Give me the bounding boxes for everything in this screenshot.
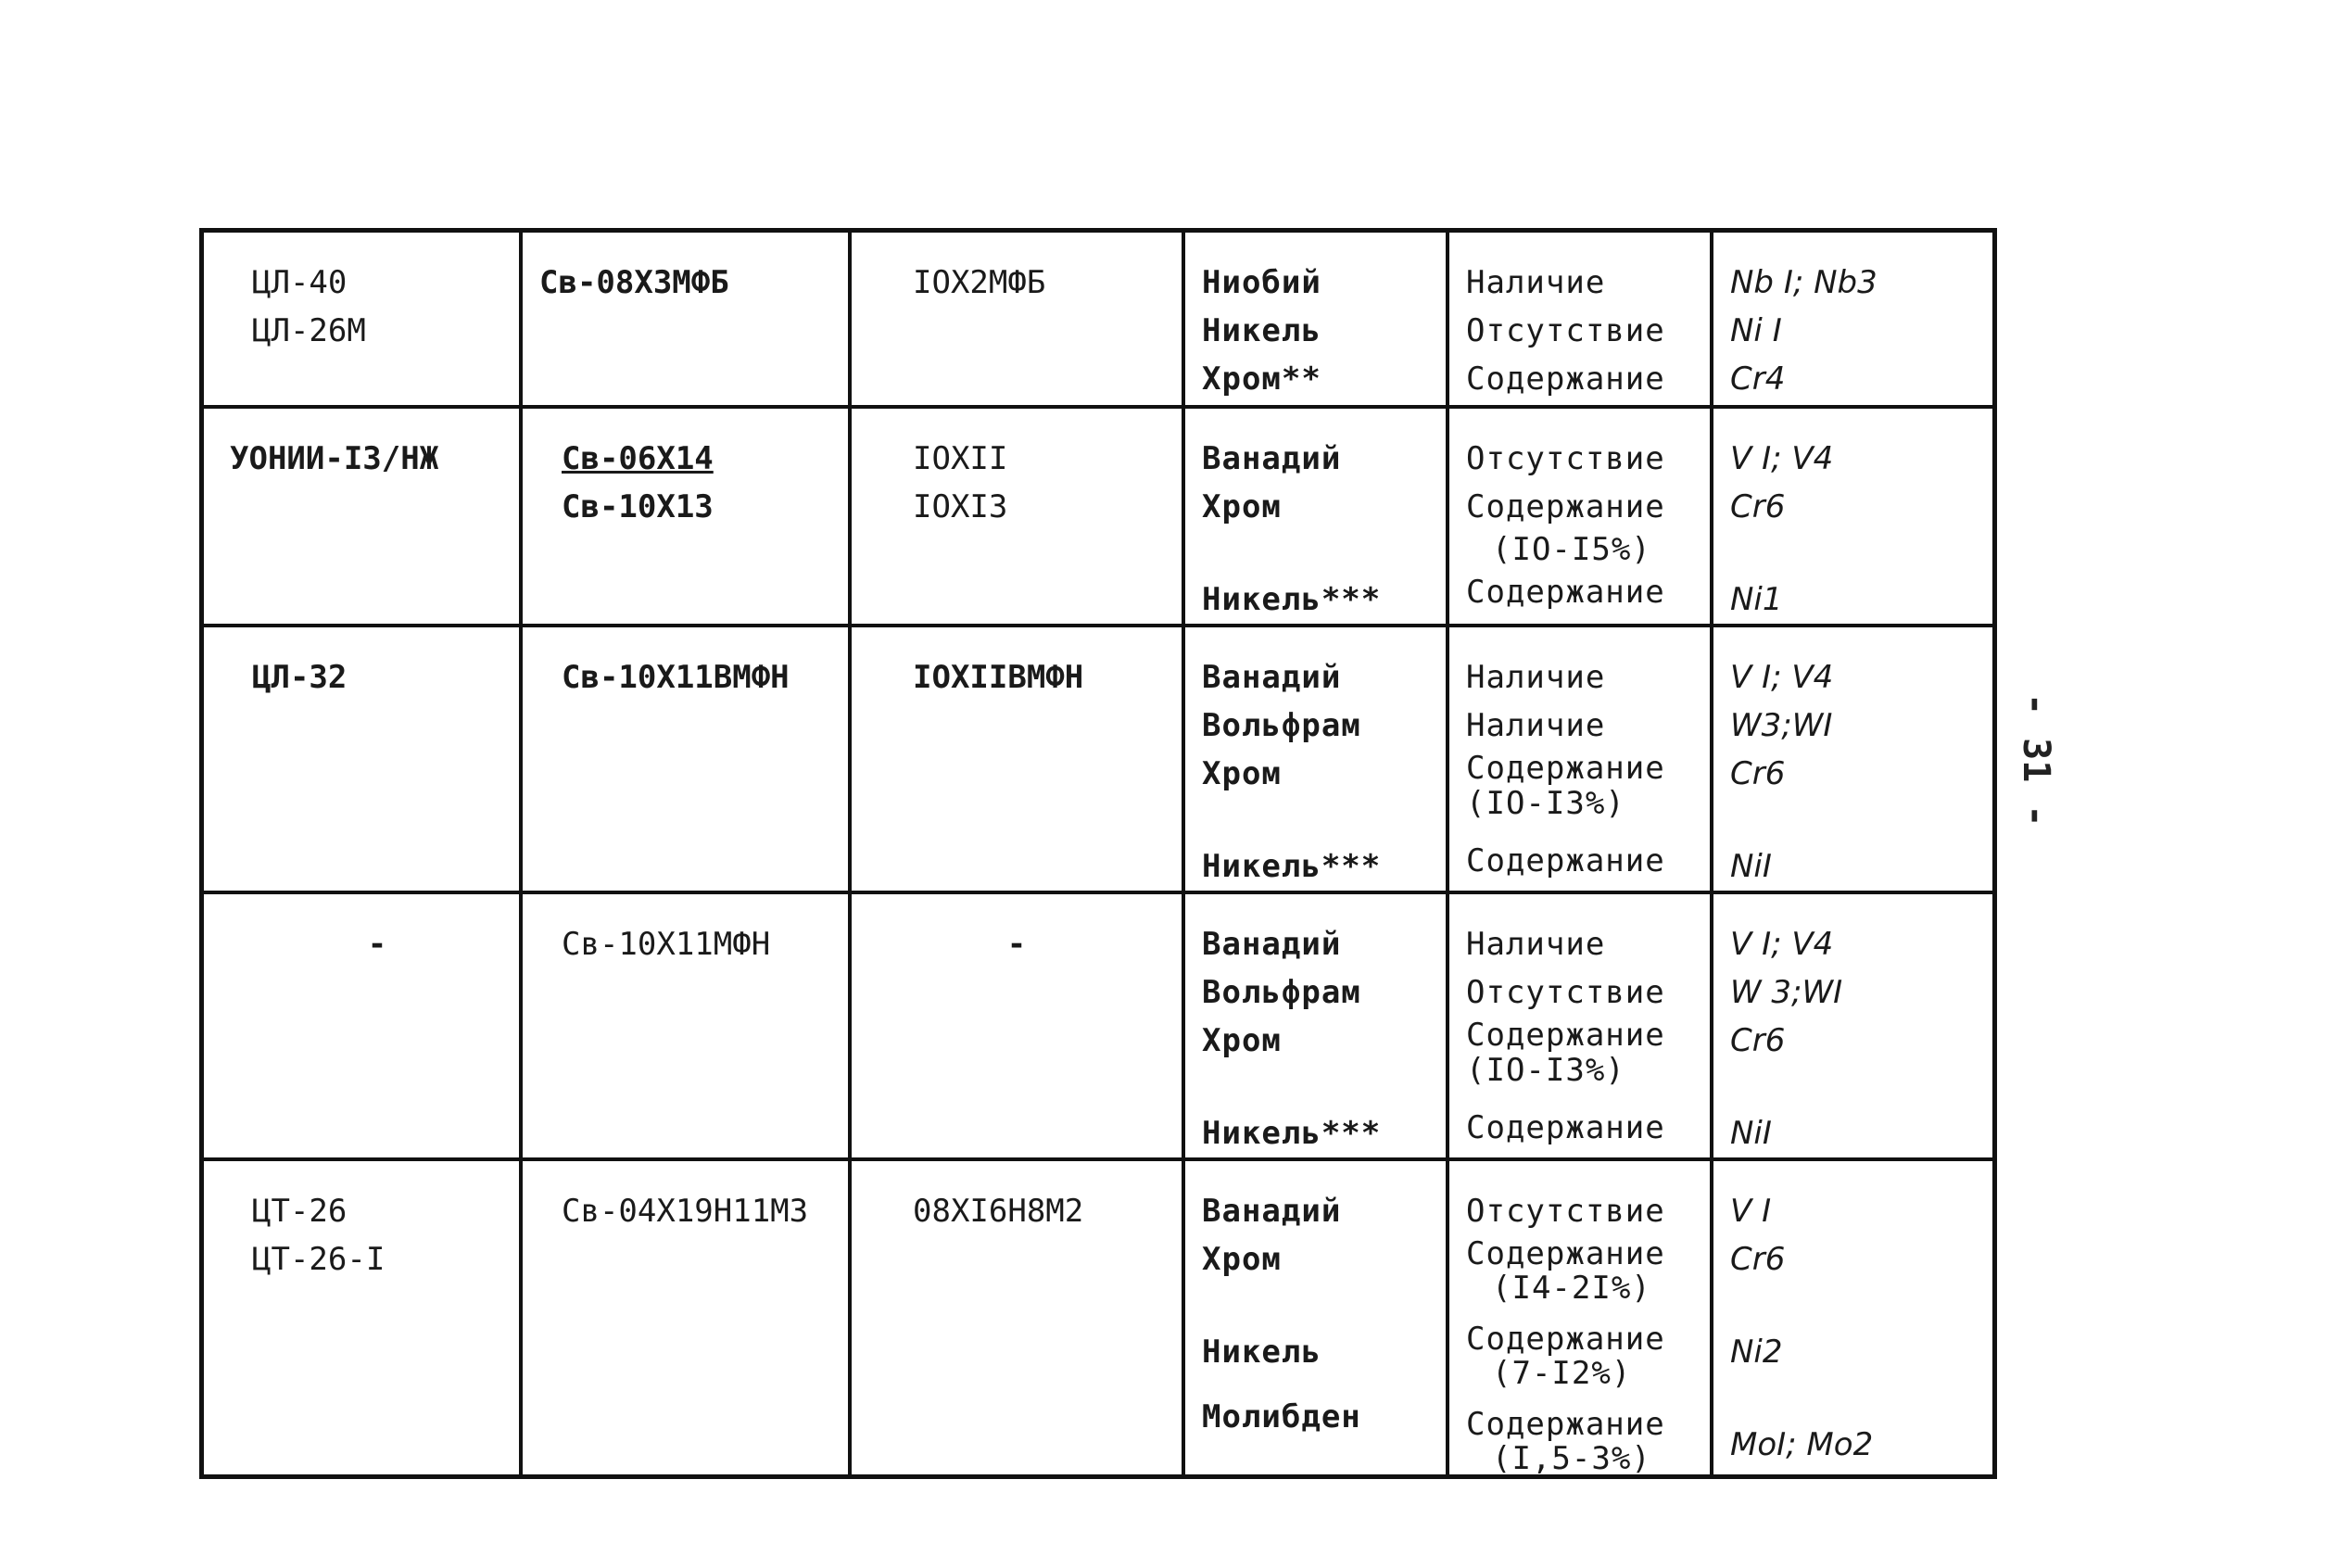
element-name: Ванадий (1202, 658, 1342, 696)
mark-cell (1712, 892, 1995, 1159)
electrode-cell (202, 892, 522, 1159)
element-cell (1183, 231, 1448, 407)
electrode-name: ЦЛ-40 (252, 264, 348, 301)
handwritten-mark: MoI; Mo2 (1730, 1425, 1874, 1463)
handwritten-mark: NiI (1730, 847, 1772, 885)
steel-composition-table (199, 228, 1997, 1479)
wire-grade: Св-04Х19Н11М3 (562, 1192, 809, 1230)
requirement-text: Наличие (1466, 264, 1606, 301)
wire-grade: Св-10Х11МФН (562, 925, 771, 963)
requirement-text: Наличие (1466, 658, 1606, 696)
requirement-range: (I4-2I%) (1492, 1269, 1651, 1307)
steel-cell (850, 626, 1183, 892)
element-name: Молибден (1202, 1397, 1361, 1435)
element-name: Никель (1202, 1333, 1321, 1371)
wire-grade: Св-08Х3МФБ (539, 264, 729, 301)
element-name: Вольфрам (1202, 973, 1361, 1011)
table-row (202, 626, 1995, 892)
requirement-text: Наличие (1466, 925, 1606, 963)
electrode-cell (202, 407, 522, 626)
wire-grade: Св-10Х13 (562, 487, 714, 525)
steel-cell (850, 231, 1183, 407)
requirement-text: Содержание (1466, 1108, 1665, 1146)
wire-cell (521, 1159, 850, 1477)
element-cell (1183, 407, 1448, 626)
element-name: Ниобий (1202, 264, 1321, 301)
requirement-range: (IO-I3%) (1466, 784, 1625, 822)
requirement-text: Содержание (1466, 1234, 1665, 1272)
handwritten-mark: Cr4 (1730, 360, 1786, 398)
requirement-text: Отсутствие (1466, 439, 1665, 477)
handwritten-mark: W3;WI (1730, 706, 1833, 744)
requirement-text: Содержание (1466, 841, 1665, 879)
requirement-text: Содержание (1466, 573, 1665, 611)
element-name: Хром** (1202, 360, 1321, 398)
handwritten-mark: V I; V4 (1730, 925, 1834, 963)
element-name: Ванадий (1202, 925, 1342, 963)
element-name: Хром (1202, 754, 1282, 792)
table-row (202, 231, 1995, 407)
steel-grade: IOXIIВМФН (913, 658, 1084, 696)
requirement-text: Содержание (1466, 1320, 1665, 1358)
electrode-cell (202, 1159, 522, 1477)
requirement-range: (I,5-3%) (1492, 1439, 1651, 1476)
electrode-name: ЦЛ-26М (252, 312, 366, 349)
electrode-name: ЦТ-26-I (252, 1240, 386, 1278)
wire-cell (521, 231, 850, 407)
element-name: Никель*** (1202, 847, 1382, 885)
element-name: Хром (1202, 1021, 1282, 1059)
element-name: Никель (1202, 312, 1321, 349)
handwritten-mark: V I (1730, 1192, 1772, 1230)
requirement-text: Отсутствие (1466, 973, 1665, 1011)
mark-cell (1712, 626, 1995, 892)
wire-grade: Св-06Х14 (562, 439, 714, 477)
steel-cell (850, 892, 1183, 1159)
requirement-text: Наличие (1466, 706, 1606, 744)
table-row (202, 892, 1995, 1159)
requirement-text: Содержание (1466, 1405, 1665, 1443)
steel-grade: IOXI3 (913, 487, 1008, 525)
electrode-name: - (367, 925, 387, 963)
handwritten-mark: V I; V4 (1730, 658, 1834, 696)
mark-cell (1712, 407, 1995, 626)
element-name: Ванадий (1202, 1192, 1342, 1230)
element-name: Никель*** (1202, 1114, 1382, 1152)
handwritten-mark: Ni1 (1730, 580, 1783, 618)
handwritten-mark: Ni I (1730, 312, 1782, 349)
requirement-text: Содержание (1466, 749, 1665, 787)
requirement-range: (IO-I5%) (1492, 530, 1651, 568)
steel-grade: 08XI6H8M2 (913, 1192, 1084, 1230)
requirement-text: Содержание (1466, 487, 1665, 525)
element-name: Вольфрам (1202, 706, 1361, 744)
requirement-cell (1448, 231, 1712, 407)
element-cell (1183, 892, 1448, 1159)
steel-grade: IOX2МФБ (913, 264, 1046, 301)
requirement-text: Отсутствие (1466, 312, 1665, 349)
wire-cell (521, 626, 850, 892)
element-cell (1183, 626, 1448, 892)
handwritten-mark: W 3;WI (1730, 973, 1843, 1011)
requirement-cell (1448, 626, 1712, 892)
wire-grade: Св-10Х11ВМФН (562, 658, 790, 696)
element-name: Ванадий (1202, 439, 1342, 477)
handwritten-mark: NiI (1730, 1114, 1772, 1152)
requirement-cell (1448, 407, 1712, 626)
element-name: Хром (1202, 487, 1282, 525)
requirement-text: Содержание (1466, 360, 1665, 398)
electrode-cell (202, 626, 522, 892)
table-row (202, 407, 1995, 626)
handwritten-mark: V I; V4 (1730, 439, 1834, 477)
wire-cell (521, 407, 850, 626)
steel-grade: IOXII (913, 439, 1008, 477)
requirement-text: Отсутствие (1466, 1192, 1665, 1230)
element-name: Никель*** (1202, 580, 1382, 618)
handwritten-mark: Cr6 (1730, 487, 1786, 525)
electrode-name: ЦТ-26 (252, 1192, 348, 1230)
steel-cell (850, 1159, 1183, 1477)
page-number: - 31 - (2015, 692, 2057, 828)
requirement-cell (1448, 1159, 1712, 1477)
requirement-range: (7-I2%) (1492, 1354, 1632, 1392)
handwritten-mark: Cr6 (1730, 1021, 1786, 1059)
requirement-text: Содержание (1466, 1016, 1665, 1054)
handwritten-mark: Cr6 (1730, 1240, 1786, 1278)
handwritten-mark: Cr6 (1730, 754, 1786, 792)
requirement-range: (IO-I3%) (1466, 1051, 1625, 1089)
element-cell (1183, 1159, 1448, 1477)
electrode-name: ЦЛ-32 (252, 658, 348, 696)
table-row (202, 1159, 1995, 1477)
handwritten-mark: Nb I; Nb3 (1730, 264, 1878, 301)
electrode-name: УОНИИ-I3/НЖ (230, 439, 439, 477)
steel-cell (850, 407, 1183, 626)
handwritten-mark: Ni2 (1730, 1333, 1783, 1371)
element-name: Хром (1202, 1240, 1282, 1278)
requirement-cell (1448, 892, 1712, 1159)
steel-grade: - (1006, 925, 1027, 963)
mark-cell (1712, 1159, 1995, 1477)
mark-cell (1712, 231, 1995, 407)
wire-cell (521, 892, 850, 1159)
electrode-cell (202, 231, 522, 407)
